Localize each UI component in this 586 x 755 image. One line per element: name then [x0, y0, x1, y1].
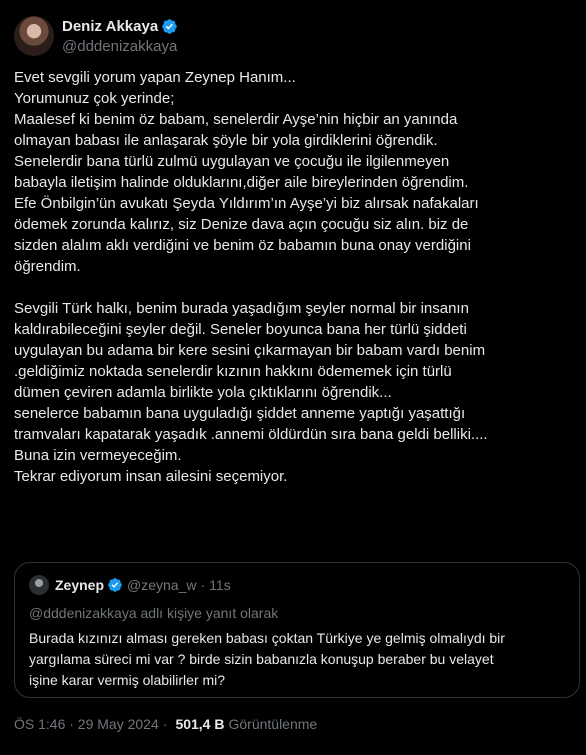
tweet-text-line: Maalesef ki benim öz babam, senelerdir Ayşe’nin hiçbir an yanında — [14, 111, 458, 128]
tweet-text-line: Sevgili Türk halkı, benim burada yaşadığım şeyler normal bir insanın — [14, 300, 469, 317]
author-name-row — [62, 18, 178, 35]
tweet-text-line: ödemek zorunda kalırız, siz Denize dava açın çocuğu siz alın. biz de — [14, 216, 469, 233]
meta-separator: · — [162, 716, 168, 732]
quote-verified-badge-icon — [107, 577, 123, 593]
tweet-text-line: Buna izin vermeyeceğim. — [14, 447, 182, 464]
quote-time: 11s — [209, 577, 231, 593]
views-count: 501,4 B — [175, 716, 225, 732]
quote-body — [29, 628, 569, 691]
quote-reply-context: @dddenizakkaya adlı kişiye yanıt olarak — [29, 605, 279, 621]
tweet-header — [14, 14, 178, 58]
quote-text-line: yargılama süreci mi var ? birde sizin babanızla konuşup beraber bu velayet — [29, 651, 494, 667]
tweet-paragraph-gap — [14, 277, 574, 298]
tweet-text-line: Yorumunuz çok yerinde; — [14, 90, 175, 107]
tweet-meta — [14, 716, 317, 732]
tweet-timestamp[interactable]: ÖS 1:46 · 29 May 2024 — [14, 716, 159, 732]
tweet-text-line: Evet sevgili yorum yapan Zeynep Hanım... — [14, 69, 296, 86]
tweet-text-line: olmayan babası ile anlaşarak şöyle bir yola girdiklerini öğrendik. — [14, 132, 438, 149]
tweet-text-line: tramvaları kapatarak yaşadık .annemi öldürdün sıra bana geldi belliki.... — [14, 426, 488, 443]
verified-badge-icon[interactable] — [161, 18, 178, 35]
views-label: Görüntülenme — [228, 716, 318, 732]
tweet-text-line: senelerce babamın bana uyguladığı şiddet anneme yaptığı yaşattığı — [14, 405, 466, 422]
author-avatar[interactable] — [14, 16, 54, 56]
quoted-tweet[interactable] — [14, 562, 580, 698]
quote-text-line: işine karar vermiş olabilirler mi? — [29, 672, 226, 688]
quote-author-avatar — [29, 575, 49, 595]
quote-text-line: Burada kızınızı alması gereken babası çoktan Türkiye ye gelmiş olmalıydı bir — [29, 630, 505, 646]
author-handle[interactable]: @dddenizakkaya — [62, 37, 178, 55]
tweet-body — [14, 67, 574, 487]
tweet-text-line: Senelerdir bana türlü zulmü uygulayan ve çocuğu ile ilgilenmeyen — [14, 153, 450, 170]
tweet-text-line: sizden alalım aklı verdiğini ve benim öz babamın buna onay verdiğini — [14, 237, 471, 254]
tweet-text-line: uygulayan bu adama bir kere sesini çıkarmayan bir babam vardı benim — [14, 342, 486, 359]
tweet-text-line: Efe Önbilgin’ün avukatı Şeyda Yıldırım’ın Ayşe’yi biz alırsak nafakaları — [14, 195, 479, 212]
quote-author-name: Zeynep — [55, 577, 105, 593]
tweet-text-line: babayla iletişim halinde olduklarını,diğer aile bireylerinden öğrendim. — [14, 174, 469, 191]
quote-dot-separator: · — [200, 577, 206, 593]
tweet-text-line: .geldiğimiz noktada senelerdir kızının hakkını ödememek için türlü — [14, 363, 452, 380]
tweet-text-line: kaldırabileceğini şeyler değil. Seneler boyunca bana her türlü şiddeti — [14, 321, 467, 338]
author-names — [62, 18, 178, 55]
author-display-name[interactable]: Deniz Akkaya — [62, 17, 159, 35]
tweet-text-line: öğrendim. — [14, 258, 81, 275]
quote-author-handle: @zeyna_w — [127, 577, 197, 593]
quote-header — [29, 575, 231, 595]
tweet-text-line: Tekrar ediyorum insan ailesini seçemiyor. — [14, 468, 288, 485]
tweet-text-line: dümen çeviren adamla birlikte yola çıktıklarını öğrendik... — [14, 384, 392, 401]
